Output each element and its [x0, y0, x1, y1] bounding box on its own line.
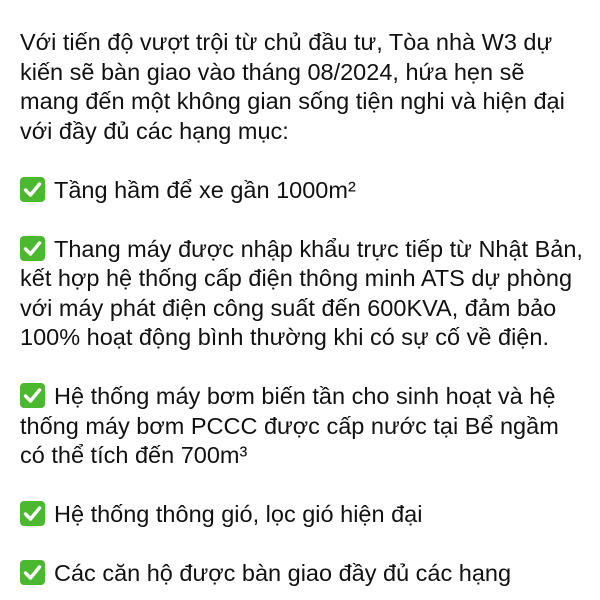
- check-mark-button-icon: [20, 560, 45, 585]
- list-item: [20, 500, 586, 530]
- list-item-text: Tầng hầm để xe gần 1000m²: [54, 176, 356, 203]
- list-item-text: Hệ thống thông gió, lọc gió hiện đại: [54, 501, 423, 527]
- list-item: [20, 382, 586, 471]
- list-item-text: Hệ thống máy bơm biến tần cho sinh hoạt và hệ thống máy bơm PCCC được cấp nước tại Bể ngầm có thể tích đến 700m³: [20, 383, 559, 468]
- list-item: [20, 235, 586, 353]
- check-mark-button-icon: [20, 236, 45, 261]
- list-item: [20, 176, 586, 206]
- check-mark-button-icon: [20, 383, 45, 408]
- check-mark-button-icon: [20, 501, 45, 526]
- check-mark-button-icon: [20, 177, 45, 202]
- list-item-text: Thang máy được nhập khẩu trực tiếp từ Nhật Bản, kết hợp hệ thống cấp điện thông minh ATS dự phòng với máy phát điện công suất đến 600KVA, đảm bảo 100% hoạt động bình thường khi có sự cố về điện.: [20, 235, 583, 350]
- list-item: [20, 559, 586, 589]
- list-item-text: Các căn hộ được bàn giao đầy đủ các hạng: [54, 560, 512, 586]
- intro-paragraph: Với tiến độ vượt trội từ chủ đầu tư, Tòa nhà W3 dự kiến sẽ bàn giao vào tháng 08/2024, hứa hẹn sẽ mang đến một không gian sống tiện nghi và hiện đại với đầy đủ các hạng mục:: [20, 29, 565, 144]
